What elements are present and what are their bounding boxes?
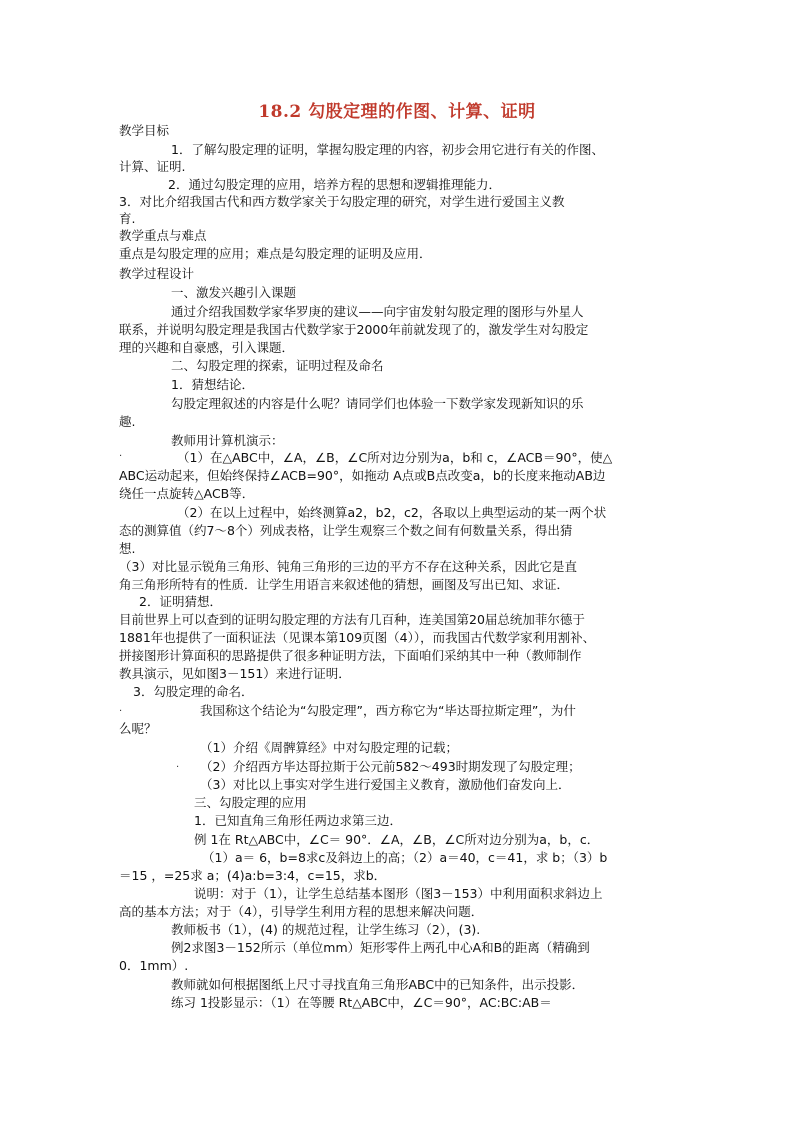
text-line: 教师板书（1），(4) 的规范过程，让学生练习（2），(3). xyxy=(171,922,481,937)
text-line: 教师就如何根据图纸上尺寸寻找直角三角形ABC中的已知条件，出示投影． xyxy=(171,977,585,992)
text-line: 高的基本方法；对于（4），引导学生利用方程的思想来解决问题． xyxy=(119,904,484,919)
text-line: 重点是勾股定理的应用；难点是勾股定理的证明及应用． xyxy=(119,246,432,261)
text-line: 目前世界上可以查到的证明勾股定理的方法有几百种，连美国第20届总统加菲尔德于 xyxy=(119,612,585,627)
text-line: 0．1mm）. xyxy=(119,958,189,973)
text-line: 1881年也提供了一面积证法（见课本第109页图（4）），而我国古代数学家利用割补、 xyxy=(119,630,596,645)
text-line: 角三角形所特有的性质．让学生用语言来叙述他的猜想，画图及写出已知、求证． xyxy=(119,577,570,592)
text-line: 育. xyxy=(119,211,136,226)
text-line: 二、勾股定理的探索，证明过程及命名 xyxy=(171,358,384,373)
text-line: 例2求图3－152所示（单位mm）矩形零件上两孔中心A和B的距离（精确到 xyxy=(171,940,590,955)
text-line: 三、勾股定理的应用 xyxy=(194,795,307,810)
section-heading: 教学过程设计 xyxy=(119,266,195,281)
text-line: （3）对比显示锐角三角形、钝角三角形的三边的平方不存在这种关系，因此它是直 xyxy=(119,559,577,574)
text-line: 3．勾股定理的命名． xyxy=(133,684,254,699)
text-line: 教师用计算机演示： xyxy=(171,433,284,448)
text-line: 说明：对于（1），让学生总结基本图形（图3－153）中利用面积求斜边上 xyxy=(194,886,603,901)
text-line: 通过介绍我国数学家华罗庚的建议——向宇宙发射勾股定理的图形与外星人 xyxy=(171,304,584,319)
text-line: 理的兴趣和自豪感，引入课题． xyxy=(119,340,295,355)
text-line: 想. xyxy=(119,541,136,556)
text-line: 2．证明猜想． xyxy=(139,594,222,609)
text-line: 么呢？ xyxy=(119,721,157,736)
text-line: （1）在△ABC中，∠A，∠B，∠C所对边分别为a，b和 c，∠ACB＝90°，使△ xyxy=(177,450,613,465)
text-line: 2．通过勾股定理的应用，培养方程的思想和逻辑推理能力． xyxy=(168,177,501,192)
text-line: 计算、证明. xyxy=(119,159,186,174)
text-line: 3．对比介绍我国古代和西方数学家关于勾股定理的研究，对学生进行爱国主义教 xyxy=(119,194,565,209)
text-line: （1）a＝ 6，b=8求c及斜边上的高；（2）a＝40，c＝41，求 b；（3）b xyxy=(202,850,608,865)
text-line: 一、激发兴趣引入课题 xyxy=(171,285,297,300)
text-line: 态的测算值（约7～8个）列成表格，让学生观察三个数之间有何数量关系，得出猜 xyxy=(119,523,573,538)
text-line: 练习 1投影显示：（1）在等腰 Rt△ABC中，∠C＝90°，AC:BC:AB＝ xyxy=(171,995,552,1010)
stray-mark: . xyxy=(119,448,123,459)
text-line: 趣. xyxy=(119,414,136,429)
text-line: 教学目标 xyxy=(119,123,170,138)
text-line: 1．已知直角三角形任两边求第三边． xyxy=(194,813,402,828)
text-line: 我国称这个结论为“勾股定理”，西方称它为“毕达哥拉斯定理”，为什 xyxy=(200,703,576,718)
text-line: （3）对比以上事实对学生进行爱国主义教育，激励他们奋发向上． xyxy=(200,777,571,792)
text-line: ＝15 ，=25求 a；(4)a:b=3:4，c=15，求b． xyxy=(119,868,387,883)
section-heading: 教学重点与难点 xyxy=(119,228,207,243)
text-line: 绕任一点旋转△ACB等． xyxy=(119,486,255,501)
stray-mark: . xyxy=(176,759,180,770)
text-line: 勾股定理叙述的内容是什么呢？请同学们也体验一下数学家发现新知识的乐 xyxy=(171,396,584,411)
text-line: 例 1在 Rt△ABC中，∠C＝ 90°．∠A，∠B，∠C所对边分别为a，b，c． xyxy=(194,832,600,847)
text-line: 1．了解勾股定理的证明，掌握勾股定理的内容，初步会用它进行有关的作图、 xyxy=(171,142,604,157)
stray-mark: . xyxy=(119,703,123,714)
text-line: 联系，并说明勾股定理是我国古代数学家于2000年前就发现了的，激发学生对勾股定 xyxy=(119,322,589,337)
text-line: 1．猜想结论． xyxy=(171,377,254,392)
text-line: ABC运动起来，但始终保持∠ACB=90°，如拖动 A点或B点改变a，b的长度来拖动AB边 xyxy=(119,468,606,483)
text-line: 拼接图形计算面积的思路提供了很多种证明方法，下面咱们采纳其中一种（教师制作 xyxy=(119,648,582,663)
text-line: （2）介绍西方毕达哥拉斯于公元前582～493时期发现了勾股定理； xyxy=(200,759,581,774)
document-title: 18.2 勾股定理的作图、计算、证明 xyxy=(258,102,536,122)
text-line: （1）介绍《周髀算经》中对勾股定理的记载； xyxy=(200,740,458,755)
text-line: （2）在以上过程中，始终测算a2，b2，c2，各取以上典型运动的某一两个状 xyxy=(177,505,607,520)
text-line: 教具演示，见如图3－151）来进行证明． xyxy=(119,666,351,681)
